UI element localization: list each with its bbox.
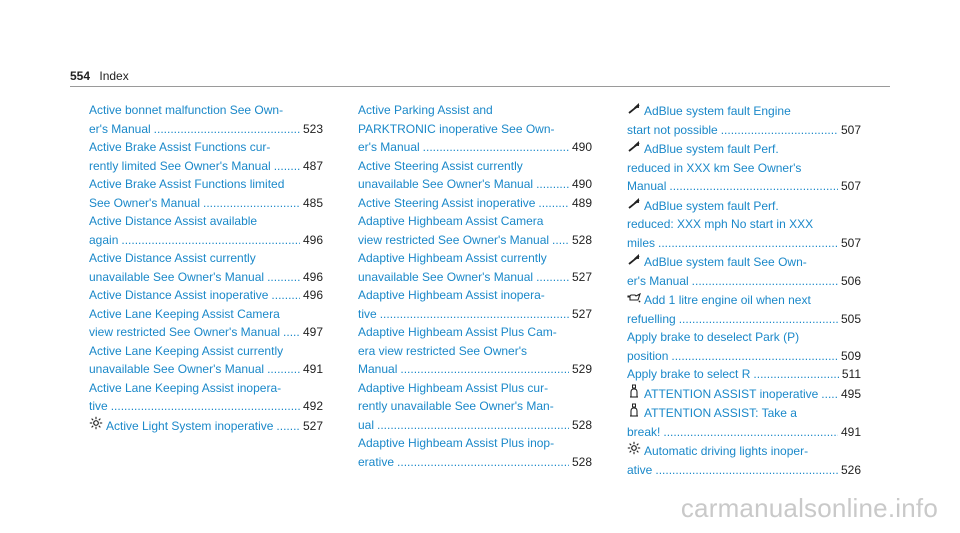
index-entry-text[interactable]: er's Manual (358, 140, 420, 154)
index-entry (627, 101, 861, 139)
index-entry-text[interactable]: Adaptive Highbeam Assist currently (358, 251, 547, 265)
leader-dots (203, 194, 300, 213)
index-entry-line (358, 268, 592, 287)
index-entry-text[interactable]: Add 1 litre engine oil when next (644, 293, 811, 307)
page-number: 554 (70, 69, 91, 83)
index-entry (627, 328, 861, 365)
page-reference[interactable]: 487 (302, 158, 323, 173)
index-entry-text[interactable]: ative (627, 462, 653, 477)
leader-dots (671, 347, 838, 366)
leader-dots (658, 234, 838, 253)
page-reference[interactable]: 528 (571, 417, 592, 432)
index-entry-text[interactable]: AdBlue system fault See Own- (644, 255, 807, 269)
index-entry-text[interactable]: reduced in XXX km See Owner's (627, 160, 802, 175)
index-entry (358, 212, 592, 249)
index-entry-line (89, 416, 323, 436)
index-entry-line (89, 286, 323, 305)
page-header (70, 69, 129, 83)
index-entry-text[interactable]: again (89, 232, 119, 247)
index-entry-text[interactable]: Active Steering Assist inoperative (358, 195, 536, 210)
index-entry-text[interactable]: AdBlue system fault Engine (644, 104, 791, 118)
index-entry-line (89, 231, 323, 250)
leader-dots (276, 417, 300, 436)
page-reference[interactable]: 507 (840, 235, 861, 250)
index-entry-line (627, 461, 861, 480)
page-reference[interactable]: 526 (840, 462, 861, 477)
leader-dots (753, 365, 838, 384)
index-entry-line (358, 212, 592, 231)
index-entry (89, 379, 323, 416)
index-entry-line (627, 290, 861, 310)
index-entry-text[interactable]: break! (627, 424, 661, 439)
index-entry-line (89, 305, 323, 324)
leader-dots (154, 120, 300, 139)
index-entry-text[interactable]: Adaptive Highbeam Assist inopera- (358, 288, 545, 302)
index-entry-text[interactable]: unavailable See Owner's Manual (358, 269, 534, 284)
leader-dots (679, 310, 838, 329)
index-entry-text[interactable]: Active Distance Assist inoperative (89, 288, 269, 302)
leader-dots (283, 323, 300, 342)
index-entry-line (89, 379, 323, 398)
adblue-icon (627, 196, 641, 210)
index-entry (89, 249, 323, 286)
index-entry-text[interactable]: ual (358, 417, 375, 432)
index-entry (627, 365, 861, 384)
light-icon (89, 416, 103, 430)
leader-dots (267, 268, 300, 287)
index-entry-text[interactable]: Automatic driving lights inoper- (644, 444, 809, 458)
index-entry-text[interactable]: Adaptive Highbeam Assist Camera (358, 214, 544, 228)
index-entry (358, 101, 592, 157)
index-entry-line (627, 101, 861, 121)
page-reference[interactable]: 527 (571, 306, 592, 321)
leader-dots (655, 461, 838, 480)
page-reference[interactable]: 528 (571, 232, 592, 247)
index-entry-line (627, 196, 861, 216)
page-reference[interactable]: 527 (571, 269, 592, 284)
leader-dots (397, 453, 569, 472)
index-entry (89, 342, 323, 379)
index-entry (627, 252, 861, 290)
index-entry-line (358, 305, 592, 324)
header-divider (70, 86, 890, 87)
page-reference[interactable]: 485 (302, 195, 323, 210)
index-column-2 (358, 101, 592, 471)
index-entry-text[interactable]: ATTENTION ASSIST: Take a (644, 406, 797, 420)
index-entry-text[interactable]: Manual (627, 179, 667, 193)
index-entry-line (358, 249, 592, 268)
adblue-icon (627, 252, 641, 266)
index-entry (627, 139, 861, 196)
index-entry-text[interactable]: view restricted See Owner's Manual (358, 232, 550, 247)
index-entry (89, 101, 323, 138)
index-column-1 (89, 101, 323, 435)
index-entry-line (358, 397, 592, 416)
index-entry-text[interactable]: See Owner's Manual (89, 195, 201, 210)
index-entry-line (358, 286, 592, 305)
index-entry-text[interactable]: Active Lane Keeping Assist inopera- (89, 380, 282, 395)
index-entry-line (358, 416, 592, 435)
index-entry-text[interactable]: era view restricted See Owner's (358, 343, 528, 358)
index-entry-line (89, 268, 323, 287)
index-entry (358, 434, 592, 471)
leader-dots (536, 175, 569, 194)
index-entry-text[interactable]: reduced: XXX mph No start in XXX (627, 217, 814, 231)
index-entry (627, 384, 861, 404)
index-entry-line (627, 139, 861, 159)
index-entry-text[interactable]: Active Lane Keeping Assist Camera (89, 306, 280, 321)
leader-dots (423, 138, 569, 157)
page-title: Index (99, 69, 129, 83)
index-entry-text[interactable]: erative (358, 454, 395, 469)
index-entry-line (89, 342, 323, 361)
index-entry-line (627, 328, 861, 347)
index-entry-text[interactable]: Active Parking Assist and (358, 103, 493, 117)
index-entry-text[interactable]: Adaptive Highbeam Assist Plus Cam- (358, 325, 557, 339)
index-entry-line (358, 157, 592, 176)
index-entry-line (89, 101, 323, 120)
index-entry-line (627, 272, 861, 291)
leader-dots (821, 385, 838, 404)
leader-dots (538, 194, 569, 213)
index-entry-text[interactable]: Adaptive Highbeam Assist Plus cur- (358, 380, 549, 395)
index-entry-text[interactable]: position (627, 348, 669, 363)
index-entry (89, 305, 323, 342)
index-entry (358, 379, 592, 435)
index-entry-line (358, 434, 592, 453)
page-reference[interactable]: 496 (302, 232, 323, 247)
index-entry-text[interactable]: refuelling (627, 311, 676, 326)
page-reference[interactable]: 507 (840, 122, 861, 137)
index-entry-text[interactable]: Active Distance Assist available (89, 214, 258, 228)
leader-dots (271, 286, 300, 305)
index-entry-line (358, 453, 592, 472)
index-entry-text[interactable]: Manual (358, 362, 398, 376)
index-entry-line (89, 360, 323, 379)
index-entry-line (89, 397, 323, 416)
index-entry-line (627, 159, 861, 178)
leader-dots (400, 360, 569, 379)
leader-dots (536, 268, 569, 287)
page-reference[interactable]: 523 (302, 121, 323, 136)
index-entry-line (627, 310, 861, 329)
page-reference[interactable]: 509 (840, 348, 861, 363)
page-reference[interactable]: 497 (302, 325, 323, 339)
index-entry-text[interactable]: unavailable See Owner's Manual (89, 362, 265, 376)
index-entry-line (358, 194, 592, 213)
attention-assist-icon (627, 403, 641, 417)
index-entry-line (627, 347, 861, 366)
leader-dots (552, 231, 569, 250)
page-reference[interactable]: 527 (302, 418, 323, 433)
index-entry-text[interactable]: AdBlue system fault Perf. (644, 142, 779, 156)
index-entry (627, 196, 861, 253)
page-reference[interactable]: 507 (840, 179, 861, 193)
leader-dots (377, 416, 569, 435)
leader-dots (721, 121, 838, 140)
page-reference[interactable]: 490 (571, 177, 592, 191)
adblue-icon (627, 101, 641, 115)
index-entry-text[interactable]: Active Distance Assist currently (89, 251, 256, 265)
index-column-3 (627, 101, 861, 479)
leader-dots (663, 423, 838, 442)
index-entry-line (358, 323, 592, 342)
index-entry-line (358, 101, 592, 120)
index-entry (358, 157, 592, 194)
index-entry-line (358, 231, 592, 250)
page-reference[interactable]: 528 (571, 454, 592, 469)
leader-dots (121, 231, 300, 250)
index-entry-text[interactable]: Adaptive Highbeam Assist Plus inop- (358, 436, 555, 450)
index-entry-line (627, 384, 861, 404)
index-entry-text[interactable]: Active bonnet malfunction See Own- (89, 103, 284, 117)
index-entry-text[interactable]: rently unavailable See Owner's Man- (358, 399, 554, 413)
watermark: carmanualsonline.info (680, 493, 938, 523)
index-entry (627, 290, 861, 328)
index-entry-text[interactable]: AdBlue system fault Perf. (644, 198, 779, 213)
index-entry-line (358, 379, 592, 398)
leader-dots (111, 397, 300, 416)
index-entry-line (627, 234, 861, 253)
index-entry (89, 138, 323, 175)
index-entry-text[interactable]: PARKTRONIC inoperative See Own- (358, 121, 555, 136)
index-entry-text[interactable]: Active Lane Keeping Assist currently (89, 343, 284, 358)
index-entry-text[interactable]: Active Brake Assist Functions cur- (89, 140, 271, 154)
page-reference[interactable]: 529 (571, 362, 592, 376)
index-entry-line (89, 323, 323, 342)
index-entry (627, 403, 861, 441)
index-entry-line (89, 157, 323, 176)
page-reference[interactable]: 511 (841, 367, 861, 381)
index-entry-text[interactable]: er's Manual (89, 121, 151, 136)
index-entry-line (627, 441, 861, 461)
index-entry-text[interactable]: Apply brake to select R (627, 367, 751, 381)
index-entry (358, 286, 592, 323)
index-entry-line (627, 365, 861, 384)
index-entry-line (358, 342, 592, 361)
light-icon (627, 441, 641, 455)
index-entry (358, 194, 592, 213)
index-entry-line (89, 120, 323, 139)
index-entry-line (627, 177, 861, 196)
adblue-icon (627, 139, 641, 153)
index-entry (89, 212, 323, 249)
index-entry-line (358, 138, 592, 157)
index-entry-text[interactable]: miles (627, 235, 656, 250)
index-entry-line (89, 249, 323, 268)
leader-dots (267, 360, 300, 379)
index-entry-text[interactable]: start not possible (627, 122, 718, 137)
index-entry (358, 323, 592, 379)
index-entry-text[interactable]: rently limited See Owner's Manual (89, 158, 271, 173)
leader-dots (669, 177, 838, 196)
index-entry-text[interactable]: tive (358, 306, 377, 321)
index-entry-line (358, 120, 592, 139)
index-entry-line (627, 121, 861, 140)
index-entry (627, 441, 861, 479)
index-entry-line (627, 215, 861, 234)
index-entry-line (358, 360, 592, 379)
page-reference[interactable]: 495 (840, 386, 861, 401)
index-entry-text[interactable]: er's Manual (627, 273, 689, 288)
index-entry-line (89, 175, 323, 194)
index-entry-line (627, 252, 861, 272)
index-entry (358, 249, 592, 286)
index-entry-text[interactable]: unavailable See Owner's Manual (89, 269, 265, 284)
index-entry-text[interactable]: Active Steering Assist currently (358, 158, 523, 173)
index-entry-line (627, 423, 861, 442)
index-entry (89, 416, 323, 436)
index-entry-text[interactable]: view restricted See Owner's Manual (89, 325, 281, 339)
index-entry-line (358, 175, 592, 194)
page-reference[interactable]: 506 (840, 273, 861, 288)
oil-can-icon (627, 290, 641, 304)
page-reference[interactable]: 490 (571, 140, 592, 154)
page-reference[interactable]: 491 (840, 424, 861, 439)
index-entry-text[interactable]: Apply brake to deselect Park (P) (627, 330, 800, 344)
index-entry (89, 175, 323, 212)
index-entry-text[interactable]: ATTENTION ASSIST inoperative (644, 386, 819, 401)
index-entry-line (627, 403, 861, 423)
index-entry-line (89, 194, 323, 213)
index-entry-text[interactable]: unavailable See Owner's Manual (358, 177, 534, 191)
index-entry-text[interactable]: Active Brake Assist Functions limited (89, 177, 285, 191)
leader-dots (380, 305, 569, 324)
index-entry-line (89, 138, 323, 157)
page-reference[interactable]: 491 (302, 362, 323, 376)
attention-assist-icon (627, 384, 641, 398)
page-reference[interactable]: 489 (571, 195, 592, 210)
leader-dots (692, 272, 838, 291)
page-reference[interactable]: 492 (302, 399, 323, 413)
page-reference[interactable]: 505 (840, 311, 861, 326)
index-entry-text[interactable]: Active Light System inoperative (106, 418, 274, 433)
page-reference[interactable]: 496 (302, 288, 323, 302)
index-entry (89, 286, 323, 305)
index-entry-line (89, 212, 323, 231)
index-entry-text[interactable]: tive (89, 399, 108, 413)
page-reference[interactable]: 496 (302, 269, 323, 284)
leader-dots (274, 157, 300, 176)
